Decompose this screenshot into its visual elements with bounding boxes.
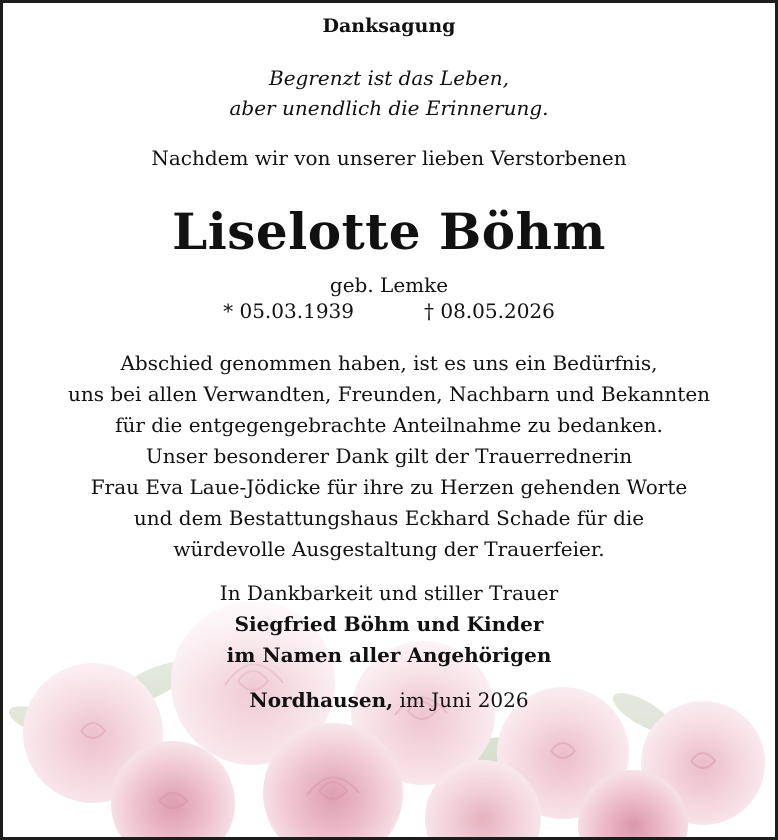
thanks-line: Frau Eva Laue-Jödicke für ihre zu Herzen gehenden Worte xyxy=(90,475,688,499)
death-date: † 08.05.2026 xyxy=(424,299,555,323)
thanks-line: und dem Bestattungshaus Eckhard Schade für die xyxy=(133,506,645,530)
thanks-line: Unser besonderer Dank gilt der Trauerrednerin xyxy=(145,444,633,468)
signature-line: im Namen aller Angehörigen xyxy=(226,643,552,667)
thanks-line: für die entgegengebrachte Anteilnahme zu bedanken. xyxy=(115,413,663,437)
intro-text: Nachdem wir von unserer lieben Verstorbenen xyxy=(151,146,627,170)
motto-line: Begrenzt ist das Leben, xyxy=(269,66,509,90)
birth-date: * 05.03.1939 xyxy=(223,299,354,323)
deceased-name: Liselotte Böhm xyxy=(172,202,606,261)
closing-block xyxy=(3,578,775,671)
thanks-line: uns bei allen Verwandten, Freunden, Nachbarn und Bekannten xyxy=(67,382,711,406)
place-name: Nordhausen, xyxy=(249,688,394,712)
thanks-text xyxy=(3,348,775,565)
notice-date: im Juni 2026 xyxy=(399,688,529,712)
place-date xyxy=(3,688,775,712)
maiden-name: geb. Lemke xyxy=(329,273,449,297)
thanks-line: würdevolle Ausgestaltung der Trauerfeier. xyxy=(173,537,605,561)
motto-line: aber unendlich die Erinnerung. xyxy=(229,96,549,120)
thanks-line: Abschied genommen haben, ist es uns ein Bedürfnis, xyxy=(120,351,658,375)
life-dates xyxy=(3,299,775,323)
motto-verse xyxy=(3,63,775,123)
closing-phrase: In Dankbarkeit und stiller Trauer xyxy=(219,581,559,605)
signature-line: Siegfried Böhm und Kinder xyxy=(234,612,544,636)
notice-heading: Danksagung xyxy=(322,15,456,37)
